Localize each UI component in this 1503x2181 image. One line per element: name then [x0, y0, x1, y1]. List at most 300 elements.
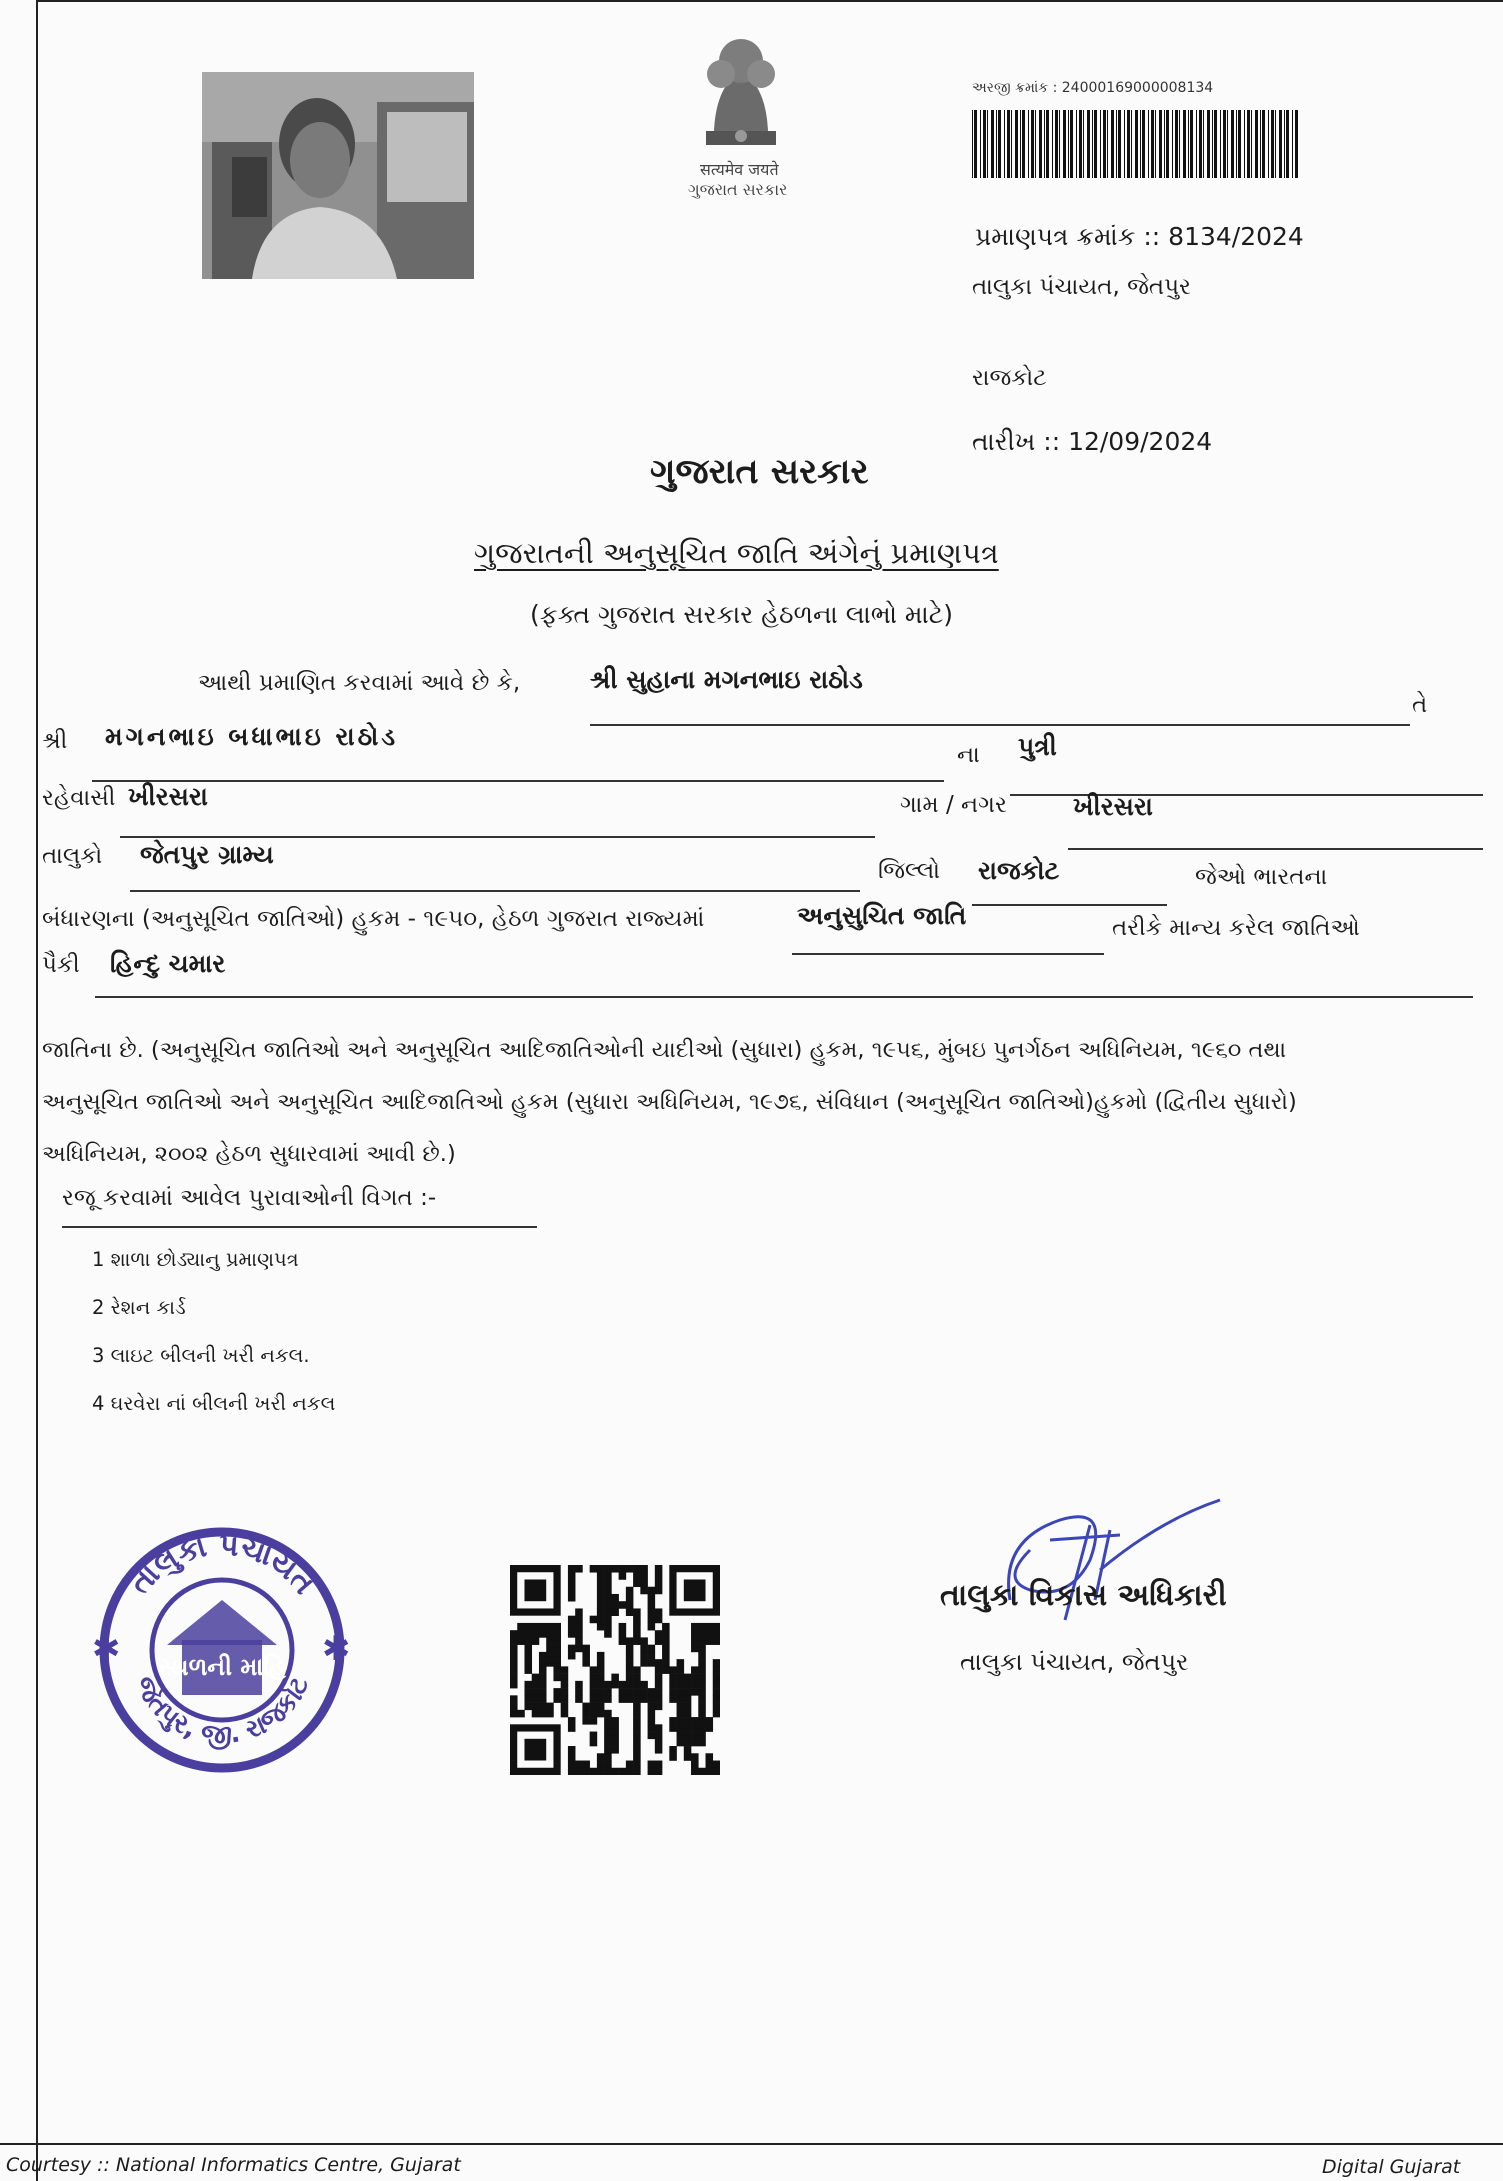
qr-module: [582, 1659, 590, 1667]
certificate-subheading: (ફક્ત ગુજરાત સરકાર હેઠળના લાભો માટે): [530, 600, 953, 629]
paragraph-line: જાતિના છે. (અનુસૂચિત જાતિઓ અને અનુસૂચિત આદિજાતિઓની યાદીઓ (સુધારા) હુકમ, ૧૯૫૬, મુંબઇ પુનર્ગઠન અધિનિયમ, ૧૯૬૦ તથા: [42, 1037, 1287, 1063]
barcode-bar: [1262, 110, 1265, 178]
qr-module: [684, 1695, 692, 1703]
caste-line: [95, 996, 1473, 998]
qr-module: [539, 1623, 547, 1631]
svg-text:તાલુકા પંચાયત: [123, 1528, 322, 1602]
qr-module: [546, 1659, 554, 1667]
barcode-bar: [1127, 110, 1130, 178]
qr-module: [713, 1681, 720, 1689]
district-value: રાજકોટ: [978, 856, 1060, 885]
svg-text:✱: ✱: [92, 1629, 121, 1669]
applicant-photo: [202, 72, 474, 279]
qr-module: [619, 1630, 627, 1638]
qr-module: [604, 1753, 612, 1761]
qr-module: [698, 1681, 706, 1689]
qr-module: [524, 1623, 532, 1631]
intro-text: આથી પ્રમાણિત કરવામાં આવે છે કે,: [198, 670, 521, 696]
qr-module: [524, 1645, 532, 1653]
barcode-bar: [1083, 110, 1084, 178]
qr-module: [698, 1695, 706, 1703]
qr-module: [582, 1710, 590, 1718]
resident-line: [120, 836, 875, 838]
qr-module: [604, 1681, 612, 1689]
qr-module: [590, 1717, 598, 1725]
qr-module: [568, 1579, 576, 1587]
evidence-item: 3 લાઇટ બીલની ખરી નકલ.: [92, 1344, 310, 1367]
category-value: અનુસુચિત જાતિ: [797, 901, 967, 930]
barcode-bar: [1020, 110, 1021, 178]
qr-module: [698, 1645, 706, 1653]
qr-module: [633, 1761, 641, 1769]
barcode-bar: [1022, 110, 1025, 178]
qr-module: [597, 1623, 605, 1631]
barcode-bar: [1052, 110, 1053, 178]
qr-module: [590, 1688, 598, 1696]
qr-module: [539, 1666, 547, 1674]
barcode-bar: [1183, 110, 1186, 178]
qr-module: [655, 1579, 663, 1587]
qr-module: [655, 1681, 663, 1689]
qr-module: [626, 1666, 634, 1674]
evidence-item: 4 ઘરવેરા નાં બીલની ખરી નકલ: [92, 1392, 336, 1415]
qr-module: [568, 1630, 576, 1638]
qr-module: [684, 1674, 692, 1682]
qr-module: [568, 1724, 576, 1732]
qr-module: [590, 1703, 598, 1711]
father-line: [92, 780, 944, 782]
svg-text:✱: ✱: [322, 1629, 351, 1669]
barcode-bar: [1190, 110, 1193, 178]
qr-module: [691, 1753, 699, 1761]
qr-module: [633, 1732, 641, 1740]
qr-module: [532, 1630, 540, 1638]
qr-module: [691, 1732, 699, 1740]
qr-module: [604, 1717, 612, 1725]
barcode-bar: [974, 110, 977, 178]
applicant-name: શ્રી સુહાના મગનભાઇ રાઠોડ: [590, 665, 863, 694]
evidence-item: 2 રેશન કાર્ડ: [92, 1296, 186, 1319]
qr-module: [662, 1666, 670, 1674]
qr-module: [597, 1565, 605, 1573]
qr-module: [597, 1703, 605, 1711]
na-text: ના: [957, 742, 980, 768]
qr-module: [648, 1623, 656, 1631]
qr-module: [626, 1594, 634, 1602]
india-text: જેઓ ભારતના: [1195, 864, 1328, 890]
qr-module: [626, 1695, 634, 1703]
barcode-bar: [1063, 110, 1066, 178]
qr-module: [582, 1717, 590, 1725]
qr-module: [706, 1753, 714, 1761]
qr-module: [553, 1652, 561, 1660]
qr-module: [669, 1666, 677, 1674]
qr-module: [626, 1565, 634, 1573]
qr-module: [626, 1637, 634, 1645]
qr-module: [590, 1710, 598, 1718]
qr-module: [575, 1688, 583, 1696]
qr-module: [611, 1565, 619, 1573]
qr-module: [611, 1594, 619, 1602]
qr-module: [619, 1637, 627, 1645]
stamp-bottom-text: જેતપુર, જી. રાજકોટ: [128, 1671, 316, 1751]
barcode-bar: [972, 110, 973, 178]
qr-module: [510, 1659, 518, 1667]
qr-module: [698, 1652, 706, 1660]
category-line: [792, 953, 1104, 955]
barcode-bar: [1116, 110, 1117, 178]
qr-module: [633, 1637, 641, 1645]
qr-finder: [524, 1579, 546, 1601]
qr-module: [713, 1710, 720, 1718]
barcode-bar: [1118, 110, 1121, 178]
footer-courtesy: Courtesy :: National Informatics Centre, Gujarat: [6, 2154, 461, 2176]
barcode: [970, 110, 1300, 178]
qr-module: [546, 1630, 554, 1638]
barcode-bar: [1279, 110, 1282, 178]
qr-module: [561, 1710, 569, 1718]
qr-module: [575, 1623, 583, 1631]
qr-module: [561, 1703, 569, 1711]
footer-rule: [0, 2143, 1503, 2145]
barcode-bar: [998, 110, 1001, 178]
qr-module: [568, 1652, 576, 1660]
qr-module: [633, 1616, 641, 1624]
shri-label: શ્રી: [42, 728, 68, 754]
qr-module: [626, 1768, 634, 1775]
qr-module: [633, 1674, 641, 1682]
qr-module: [691, 1630, 699, 1638]
qr-module: [611, 1739, 619, 1747]
qr-module: [575, 1695, 583, 1703]
qr-module: [648, 1659, 656, 1667]
barcode-bar: [1175, 110, 1178, 178]
qr-module: [575, 1637, 583, 1645]
issuing-office: તાલુકા પંચાયત, જેતપુર: [972, 274, 1191, 300]
qr-module: [590, 1732, 598, 1740]
qr-module: [633, 1666, 641, 1674]
barcode-bar: [1247, 110, 1250, 178]
qr-module: [655, 1746, 663, 1754]
barcode-bar: [1111, 110, 1114, 178]
qr-module: [546, 1637, 554, 1645]
qr-module: [640, 1565, 648, 1573]
qr-module: [532, 1688, 540, 1696]
qr-module: [539, 1703, 547, 1711]
qr-module: [510, 1652, 518, 1660]
qr-module: [611, 1674, 619, 1682]
barcode-bar: [1140, 110, 1141, 178]
stamp-top-text: તાલુકા પંચાયત: [122, 1527, 322, 1602]
barcode-bar: [980, 110, 981, 178]
qr-module: [568, 1753, 576, 1761]
qr-module: [677, 1695, 685, 1703]
barcode-bar: [1255, 110, 1258, 178]
barcode-bar: [1035, 110, 1036, 178]
qr-module: [640, 1688, 648, 1696]
qr-module: [669, 1695, 677, 1703]
qr-module: [706, 1637, 714, 1645]
qr-module: [611, 1717, 619, 1725]
qr-module: [713, 1666, 720, 1674]
qr-module: [698, 1717, 706, 1725]
evidence-underline: [62, 1226, 537, 1228]
barcode-bar: [1007, 110, 1010, 178]
qr-module: [575, 1616, 583, 1624]
qr-module: [698, 1703, 706, 1711]
qr-module: [604, 1623, 612, 1631]
qr-module: [568, 1761, 576, 1769]
qr-module: [604, 1601, 612, 1609]
qr-module: [568, 1616, 576, 1624]
qr-module: [633, 1724, 641, 1732]
qr-module: [691, 1717, 699, 1725]
qr-module: [655, 1608, 663, 1616]
qr-module: [626, 1645, 634, 1653]
barcode-bar: [1166, 110, 1169, 178]
qr-module: [619, 1565, 627, 1573]
application-number: અરજી ક્રમાંક : 240001690000081​34: [972, 80, 1214, 96]
barcode-bar: [1196, 110, 1197, 178]
taluka-label: તાલુકો: [42, 843, 103, 869]
qr-module: [597, 1659, 605, 1667]
barcode-bar: [1044, 110, 1045, 178]
qr-module: [539, 1695, 547, 1703]
qr-module: [604, 1587, 612, 1595]
qr-module: [611, 1681, 619, 1689]
qr-module: [604, 1565, 612, 1573]
qr-module: [619, 1681, 627, 1689]
qr-module: [619, 1572, 627, 1580]
constitution-text: બંધારણના (અનુસૂચિત જાતિઓ) હુકમ - ૧૯૫૦, હેઠળ ગુજરાત રાજ્યમાં: [42, 906, 705, 932]
qr-module: [597, 1601, 605, 1609]
qr-module: [568, 1768, 576, 1775]
barcode-bar: [1212, 110, 1213, 178]
qr-module: [561, 1681, 569, 1689]
qr-module: [604, 1710, 612, 1718]
qr-module: [597, 1579, 605, 1587]
page-title: ગુજરાત સરકાર: [650, 452, 869, 492]
qr-module: [532, 1681, 540, 1689]
qr-module: [568, 1587, 576, 1595]
qr-module: [655, 1572, 663, 1580]
qr-module: [691, 1768, 699, 1775]
qr-module: [698, 1739, 706, 1747]
qr-module: [691, 1623, 699, 1631]
barcode-bar: [1087, 110, 1090, 178]
qr-module: [626, 1659, 634, 1667]
qr-module: [655, 1616, 663, 1624]
stamp-middle-text: સ્થળની માહિ: [158, 1653, 286, 1681]
barcode-bar: [1292, 110, 1293, 178]
barcode-bar: [1039, 110, 1042, 178]
barcode-bar: [1135, 110, 1138, 178]
qr-module: [561, 1688, 569, 1696]
qr-module: [604, 1746, 612, 1754]
qr-module: [691, 1645, 699, 1653]
qr-module: [640, 1572, 648, 1580]
qr-module: [619, 1601, 627, 1609]
barcode-bar: [1199, 110, 1202, 178]
qr-module: [677, 1666, 685, 1674]
qr-module: [698, 1732, 706, 1740]
qr-module: [619, 1695, 627, 1703]
qr-module: [706, 1717, 714, 1725]
qr-module: [677, 1659, 685, 1667]
qr-module: [532, 1623, 540, 1631]
district-line: [972, 904, 1167, 906]
qr-module: [597, 1761, 605, 1769]
signatory-title: તાલુકા વિકાસ અધિકારી: [940, 1578, 1227, 1613]
qr-module: [546, 1652, 554, 1660]
qr-module: [706, 1761, 714, 1769]
qr-module: [575, 1565, 583, 1573]
qr-module: [655, 1659, 663, 1667]
qr-module: [648, 1732, 656, 1740]
certificate-heading: ગુજરાતની અનુસૂચિત જાતિ અંગેનું પ્રમાણપત્ર: [474, 536, 999, 570]
qr-module: [582, 1703, 590, 1711]
qr-module: [640, 1659, 648, 1667]
qr-code: [510, 1565, 720, 1775]
qr-module: [691, 1674, 699, 1682]
paragraph-line: અધિનિયમ, ૨૦૦૨ હેઠળ સુધારવામાં આવી છે.): [42, 1141, 456, 1167]
qr-module: [640, 1695, 648, 1703]
qr-module: [698, 1688, 706, 1696]
qr-module: [662, 1623, 670, 1631]
qr-module: [698, 1630, 706, 1638]
barcode-bar: [987, 110, 988, 178]
qr-module: [633, 1608, 641, 1616]
qr-module: [510, 1703, 518, 1711]
qr-module: [539, 1681, 547, 1689]
qr-module: [655, 1739, 663, 1747]
legal-paragraph: [42, 1026, 1297, 1178]
taluka-line: [130, 890, 860, 892]
barcode-bar: [1076, 110, 1077, 178]
qr-module: [691, 1688, 699, 1696]
qr-module: [524, 1659, 532, 1667]
qr-module: [655, 1674, 663, 1682]
barcode-bar: [1046, 110, 1049, 178]
qr-module: [597, 1652, 605, 1660]
qr-module: [626, 1608, 634, 1616]
qr-module: [706, 1768, 714, 1775]
barcode-bar: [1207, 110, 1210, 178]
qr-module: [546, 1710, 554, 1718]
qr-module: [684, 1688, 692, 1696]
qr-module: [677, 1710, 685, 1718]
caste-value: હિન્દુ ચમાર: [110, 949, 226, 978]
qr-module: [553, 1637, 561, 1645]
qr-module: [568, 1746, 576, 1754]
qr-module: [561, 1674, 569, 1682]
qr-module: [546, 1703, 554, 1711]
qr-module: [626, 1674, 634, 1682]
barcode-bar: [1015, 110, 1018, 178]
qr-module: [510, 1710, 518, 1718]
qr-module: [597, 1572, 605, 1580]
qr-module: [532, 1703, 540, 1711]
qr-module: [590, 1616, 598, 1624]
qr-module: [524, 1703, 532, 1711]
qr-module: [698, 1724, 706, 1732]
qr-module: [669, 1753, 677, 1761]
barcode-bar: [1159, 110, 1162, 178]
qr-module: [648, 1645, 656, 1653]
qr-module: [597, 1666, 605, 1674]
qr-module: [655, 1587, 663, 1595]
qr-module: [713, 1637, 720, 1645]
qr-module: [648, 1717, 656, 1725]
qr-finder: [524, 1739, 546, 1761]
qr-module: [597, 1753, 605, 1761]
village-value: ખીરસરા: [1073, 792, 1153, 821]
qr-module: [568, 1623, 576, 1631]
qr-module: [698, 1674, 706, 1682]
qr-module: [713, 1761, 720, 1769]
qr-module: [691, 1681, 699, 1689]
barcode-bar: [1284, 110, 1285, 178]
barcode-bar: [1244, 110, 1245, 178]
qr-module: [517, 1710, 525, 1718]
qr-module: [684, 1717, 692, 1725]
qr-module: [539, 1652, 547, 1660]
qr-module: [669, 1681, 677, 1689]
qr-module: [713, 1688, 720, 1696]
qr-module: [553, 1666, 561, 1674]
qr-module: [669, 1724, 677, 1732]
qr-module: [648, 1695, 656, 1703]
qr-module: [597, 1616, 605, 1624]
barcode-bar: [1103, 110, 1106, 178]
qr-module: [633, 1623, 641, 1631]
qr-module: [597, 1688, 605, 1696]
qr-module: [633, 1579, 641, 1587]
qr-module: [648, 1608, 656, 1616]
qr-module: [626, 1587, 634, 1595]
qr-module: [655, 1761, 663, 1769]
qr-module: [619, 1768, 627, 1775]
qr-module: [604, 1630, 612, 1638]
qr-module: [633, 1630, 641, 1638]
qr-module: [582, 1761, 590, 1769]
qr-module: [633, 1746, 641, 1754]
qr-module: [539, 1630, 547, 1638]
barcode-bar: [1179, 110, 1180, 178]
qr-module: [539, 1710, 547, 1718]
barcode-bar: [1227, 110, 1228, 178]
qr-module: [684, 1739, 692, 1747]
qr-module: [648, 1594, 656, 1602]
qr-module: [684, 1753, 692, 1761]
qr-module: [669, 1674, 677, 1682]
qr-module: [633, 1681, 641, 1689]
qr-module: [698, 1659, 706, 1667]
qr-module: [619, 1688, 627, 1696]
qr-module: [691, 1724, 699, 1732]
qr-module: [713, 1695, 720, 1703]
qr-module: [633, 1753, 641, 1761]
qr-module: [691, 1739, 699, 1747]
qr-module: [524, 1688, 532, 1696]
qr-module: [698, 1710, 706, 1718]
paragraph-line: અનુસૂચિત જાતિઓ અને અનુસૂચિત આદિજાતિઓ હુકમ (સુધારા અધિનિયમ, ૧૯૭૬, સંવિધાન (અનુસૂચિત જાતિઓ)હુકમો (દ્વિતીય સુધારો): [42, 1089, 1297, 1115]
resident-label: રહેવાસી: [42, 785, 116, 811]
barcode-bar: [1011, 110, 1012, 178]
barcode-bar: [1268, 110, 1269, 178]
qr-module: [568, 1565, 576, 1573]
qr-module: [713, 1659, 720, 1667]
